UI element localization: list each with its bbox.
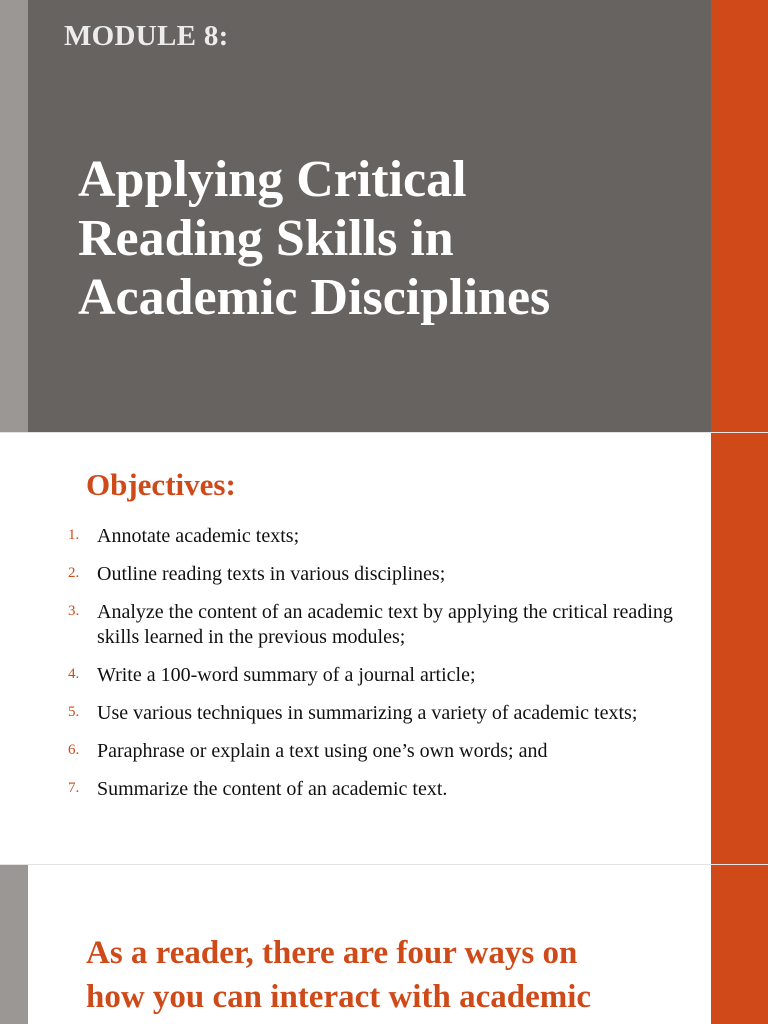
objective-number: 3. xyxy=(68,603,80,619)
title-line: Reading Skills in xyxy=(78,210,454,267)
objective-number: 6. xyxy=(68,742,80,758)
module-label: MODULE 8: xyxy=(64,20,229,52)
objective-number: 7. xyxy=(68,780,80,796)
objectives-heading: Objectives: xyxy=(86,467,236,502)
reader-line: how you can interact with academic xyxy=(86,979,592,1015)
objective-text: Use various techniques in summarizing a variety of academic texts; xyxy=(97,702,638,724)
objective-text: Summarize the content of an academic text. xyxy=(97,778,448,800)
objective-number: 2. xyxy=(68,565,80,581)
title-line: Applying Critical xyxy=(78,151,467,208)
objective-text: Annotate academic texts; xyxy=(97,525,300,547)
right-accent-strip xyxy=(711,865,768,1024)
title-slide xyxy=(0,0,768,432)
objective-item xyxy=(0,701,711,726)
objective-number: 4. xyxy=(68,666,80,682)
left-gray-strip xyxy=(0,865,28,1024)
objective-item xyxy=(0,663,711,688)
objective-text: Outline reading texts in various disciplines; xyxy=(97,563,446,585)
title-line: Academic Disciplines xyxy=(78,269,551,326)
objective-item xyxy=(0,562,711,587)
right-accent-strip xyxy=(711,433,768,864)
reader-line: As a reader, there are four ways on xyxy=(86,935,578,971)
objective-number: 1. xyxy=(68,527,80,543)
objective-number: 5. xyxy=(68,704,80,720)
right-accent-strip xyxy=(711,0,768,432)
objectives-list xyxy=(0,524,711,815)
slide-title xyxy=(78,150,678,327)
objective-text: Write a 100-word summary of a journal article; xyxy=(97,664,476,686)
objective-text: Analyze the content of an academic text by applying the critical reading skills learned in the previous modules; xyxy=(97,601,673,648)
objective-item xyxy=(0,524,711,549)
objectives-slide xyxy=(0,432,768,864)
objective-item xyxy=(0,777,711,802)
reader-slide xyxy=(0,864,768,1024)
objective-text: Paraphrase or explain a text using one’s own words; and xyxy=(97,740,548,762)
objective-item xyxy=(0,600,711,650)
left-gray-strip xyxy=(0,0,28,432)
reader-statement xyxy=(86,931,696,1019)
objective-item xyxy=(0,739,711,764)
